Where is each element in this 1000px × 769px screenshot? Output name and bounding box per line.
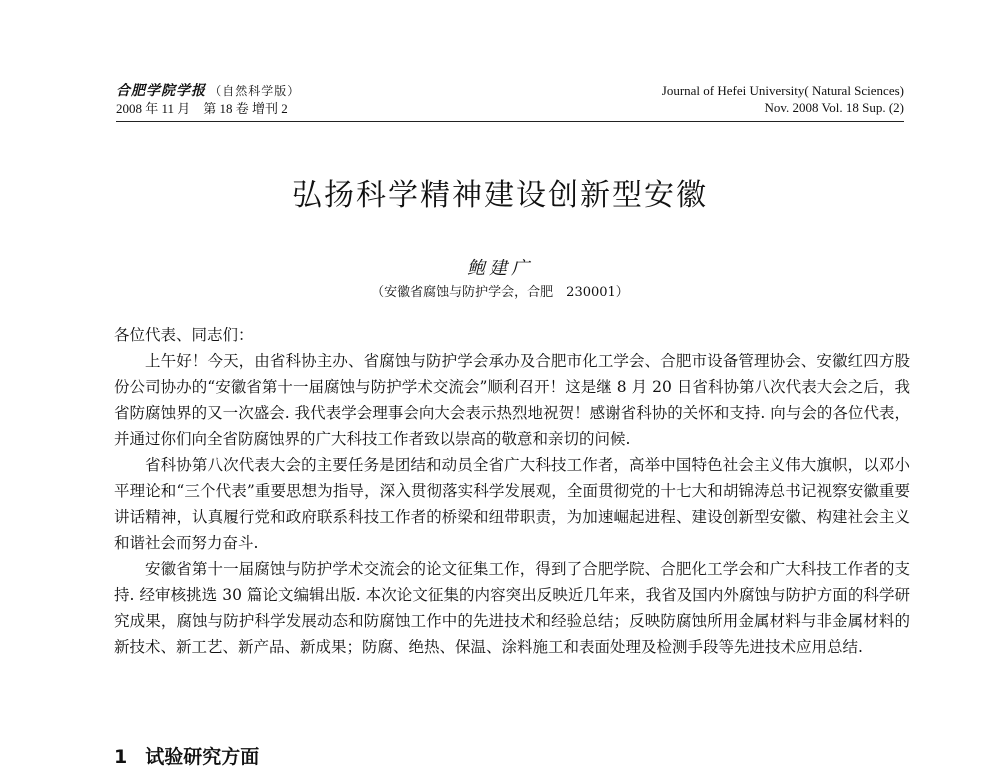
header-rule: [116, 121, 904, 122]
issue-info-cn: 2008 年 11 月 第 18 卷 增刊 2: [116, 101, 288, 116]
header-left: [116, 82, 300, 117]
section-heading: [114, 742, 259, 769]
section-number: 1: [114, 746, 128, 768]
article-author: 鲍建广: [467, 258, 533, 279]
paragraph-3: 安徽省第十一届腐蚀与防护学术交流会的论文征集工作，得到了合肥学院、合肥化工学会和广大科技工作者的支持. 经审核挑选 30 篇论文编辑出版. 本次论文征集的内容突出反映近几年来，我省及国内外腐蚀与防护方面的科学研究成果，腐蚀与防护科学发展动态和防腐蚀工作中的先进技术和经验总结；反映防腐蚀所用金属材料与非金属材料的新技术、新工艺、新产品、新成果；防腐、绝热、保温、涂料施工和表面处理及检测手段等先进技术应用总结.: [114, 560, 910, 656]
article-body: [114, 322, 910, 660]
running-header: [116, 82, 904, 122]
paragraph-2: 省科协第八次代表大会的主要任务是团结和动员全省广大科技工作者，高举中国特色社会主义伟大旗帜，以邓小平理论和“三个代表”重要思想为指导，深入贯彻落实科学发展观，全面贯彻党的十七大和胡锦涛总书记视察安徽重要讲话精神，认真履行党和政府联系科技工作者的桥梁和纽带职责，为加速崛起进程、建设创新型安徽、构建社会主义和谐社会而努力奋斗.: [114, 456, 910, 552]
paragraph-1: 上午好！今天，由省科协主办、省腐蚀与防护学会承办及合肥市化工学会、合肥市设备管理协会、安徽红四方股份公司协办的“安徽省第十一届腐蚀与防护学术交流会”顺利召开！这是继 8 月 20 日省科协第八次代表大会之后，我省防腐蚀界的又一次盛会. 我代表学会理事会向大会表示热烈地祝贺！感谢省科协的关怀和支持. 向与会的各位代表，并通过你们向全省防腐蚀界的广大科技工作者致以崇高的敬意和亲切的问候.: [114, 352, 910, 448]
section-title: 试验研究方面: [145, 746, 260, 768]
journal-name-en: Journal of Hefei University( Natural Sciences): [661, 83, 904, 98]
salutation: 各位代表、同志们：: [114, 326, 254, 344]
article-title: 弘扬科学精神建设创新型安徽: [292, 178, 708, 213]
journal-name-cn: 合肥学院学报: [116, 84, 206, 99]
header-right: [662, 82, 904, 116]
journal-edition-cn: （自然科学版）: [209, 84, 301, 98]
issue-info-en: Nov. 2008 Vol. 18 Sup. (2): [764, 100, 904, 115]
author-affiliation: （安徽省腐蚀与防护学会，合肥 230001）: [371, 285, 629, 300]
